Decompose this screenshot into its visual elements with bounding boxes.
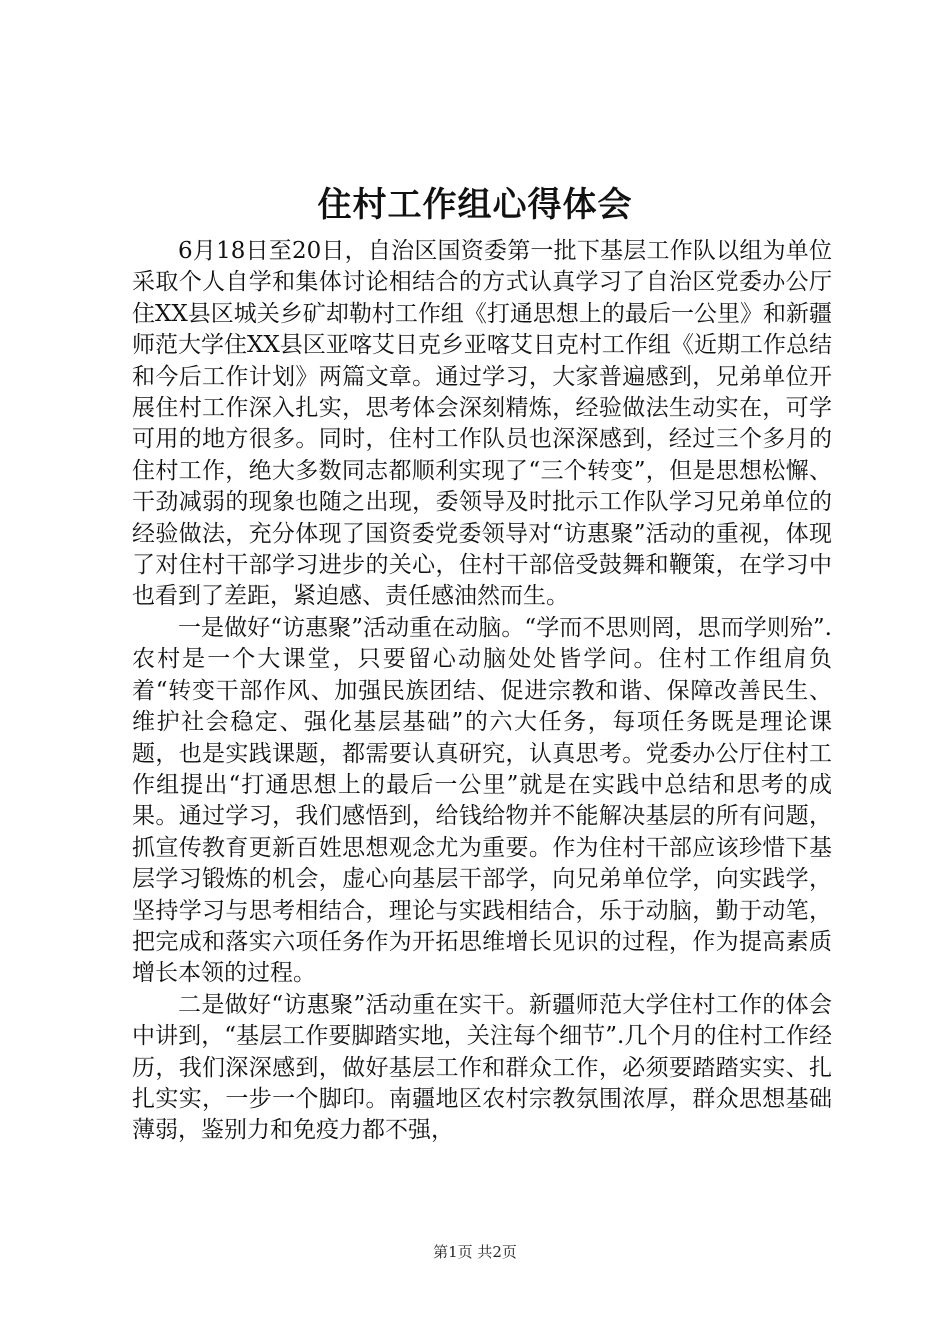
document-body — [132, 236, 832, 1147]
paragraph-intro: 6月18日至20日，自治区国资委第一批下基层工作队以组为单位采取个人自学和集体讨论相结合的方式认真学习了自治区党委办公厅住XX县区城关乡矿却勒村工作组《打通思想上的最后一公里》和新疆师范大学住XX县区亚喀艾日克乡亚喀艾日克村工作组《近期工作总结和今后工作计划》两篇文章。通过学习，大家普遍感到，兄弟单位开展住村工作深入扎实，思考体会深刻精炼，经验做法生动实在，可学可用的地方很多。同时，住村工作队员也深深感到，经过三个多月的住村工作，绝大多数同志都顺利实现了“三个转变”，但是思想松懈、干劲减弱的现象也随之出现，委领导及时批示工作队学习兄弟单位的经验做法，充分体现了国资委党委领导对“访惠聚”活动的重视，体现了对住村干部学习进步的关心，住村干部倍受鼓舞和鞭策，在学习中也看到了差距，紧迫感、责任感油然而生。 — [132, 238, 832, 610]
paragraph-point-two: 二是做好“访惠聚”活动重在实干。新疆师范大学住村工作的体会中讲到，“基层工作要脚踏实地，关注每个细节”.几个月的住村工作经历，我们深深感到，做好基层工作和群众工作，必须要踏踏实实、扎扎实实，一步一个脚印。南疆地区农村宗教氛围浓厚，群众思想基础薄弱，鉴别力和免疫力都不强， — [132, 991, 832, 1144]
paragraph-point-one: 一是做好“访惠聚”活动重在动脑。“学而不思则罔，思而学则殆”.农村是一个大课堂，只要留心动脑处处皆学问。住村工作组肩负着“转变干部作风、加强民族团结、促进宗教和谐、保障改善民生、维护社会稳定、强化基层基础”的六大任务，每项任务既是理论课题，也是实践课题，都需要认真研究，认真思考。党委办公厅住村工作组提出“打通思想上的最后一公里”就是在实践中总结和思考的成果。通过学习，我们感悟到，给钱给物并不能解决基层的所有问题，抓宣传教育更新百姓思想观念尤为重要。作为住村干部应该珍惜下基层学习锻炼的机会，虚心向基层干部学，向兄弟单位学，向实践学，坚持学习与思考相结合，理论与实践相结合，乐于动脑，勤于动笔，把完成和落实六项任务作为开拓思维增长见识的过程，作为提高素质增长本领的过程。 — [132, 614, 832, 987]
page-number-footer: 第1页 共2页 — [433, 1243, 517, 1261]
document-title: 住村工作组心得体会 — [317, 185, 633, 225]
